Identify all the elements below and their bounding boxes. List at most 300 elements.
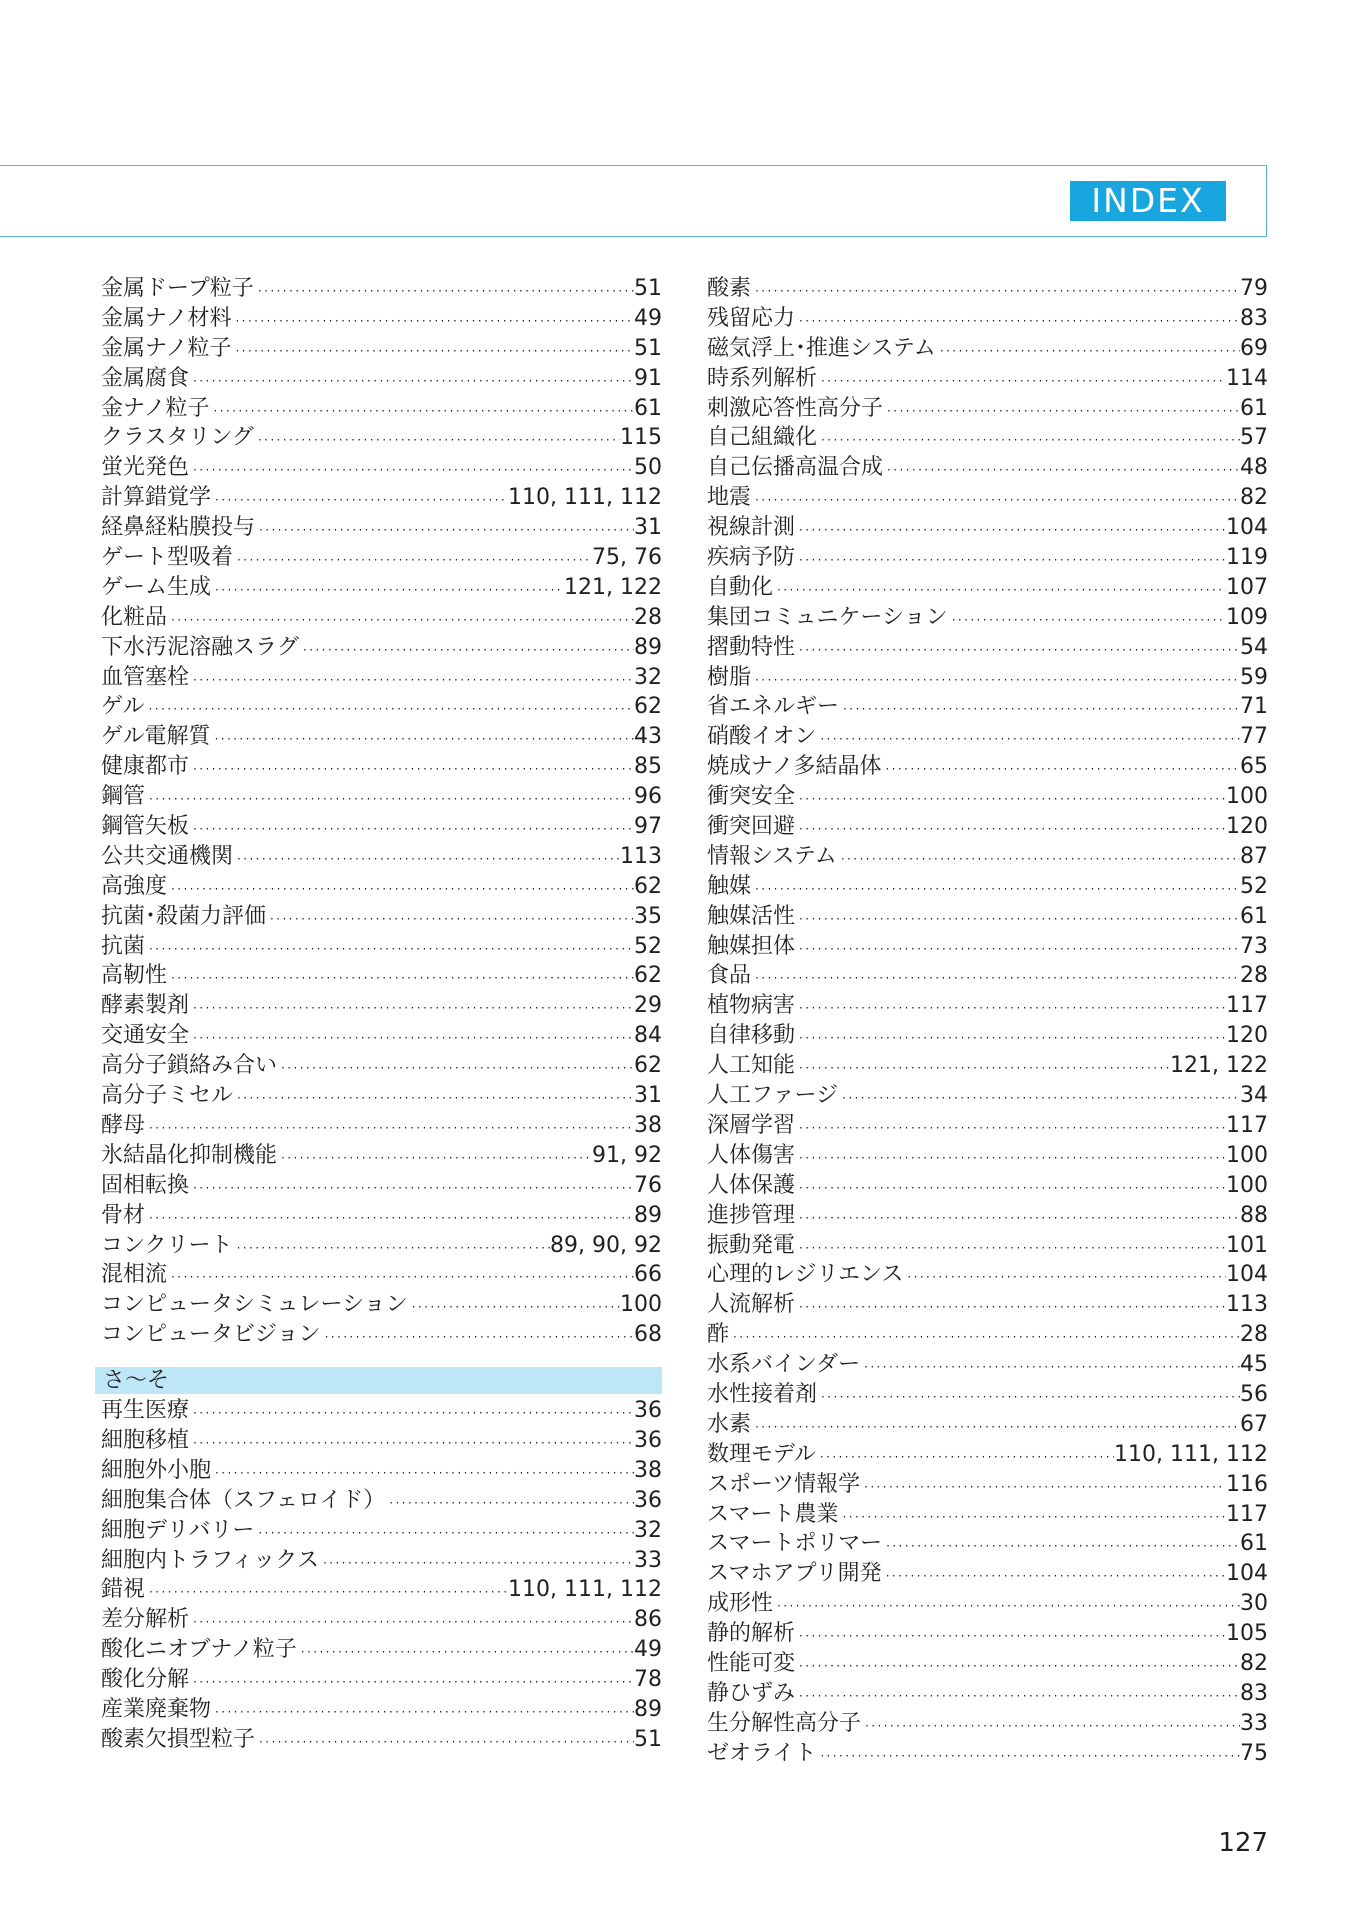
index-list-right <box>707 274 1268 1769</box>
index-term: 酵素製剤 <box>101 993 190 1019</box>
index-entry <box>101 513 662 543</box>
dot-leader <box>254 277 634 307</box>
dot-leader <box>167 964 634 994</box>
index-term: 情報システム <box>707 843 837 869</box>
index-page-ref: 91 <box>634 365 662 391</box>
index-term: 公共交通機関 <box>101 843 234 869</box>
index-page-ref: 43 <box>634 724 662 750</box>
index-entry <box>707 423 1268 453</box>
dot-leader <box>231 307 634 337</box>
index-entry <box>707 1081 1268 1111</box>
index-page-ref: 83 <box>1240 305 1268 331</box>
index-term: 進捗管理 <box>707 1202 796 1228</box>
index-page-ref: 49 <box>634 1637 662 1663</box>
index-term: 再生医療 <box>101 1398 190 1424</box>
index-term: 触媒活性 <box>707 903 796 929</box>
index-entry <box>101 692 662 722</box>
index-page-ref: 89 <box>634 1202 662 1228</box>
dot-leader <box>231 337 634 367</box>
dot-leader <box>903 1263 1226 1293</box>
index-page-ref: 38 <box>634 1457 662 1483</box>
index-entry <box>707 1589 1268 1619</box>
index-page-ref: 35 <box>634 903 662 929</box>
index-term: 残留応力 <box>707 305 796 331</box>
index-page-ref: 100 <box>620 1292 662 1318</box>
index-page-ref: 100 <box>1226 1172 1268 1198</box>
index-page-ref: 114 <box>1226 365 1268 391</box>
index-term: 水素 <box>707 1411 752 1437</box>
index-entry <box>707 1679 1268 1709</box>
index-entry <box>707 1141 1268 1171</box>
index-term: 抗菌･殺菌力評価 <box>101 903 267 929</box>
index-term: 自己伝播高温合成 <box>707 455 884 481</box>
index-page-ref: 28 <box>634 604 662 630</box>
index-entry <box>707 1320 1268 1350</box>
dot-leader <box>385 1489 634 1519</box>
index-page-ref: 87 <box>1240 843 1268 869</box>
index-entry <box>707 573 1268 603</box>
dot-leader <box>773 1592 1240 1622</box>
index-term: 酸化分解 <box>101 1667 190 1693</box>
index-page-ref: 73 <box>1240 933 1268 959</box>
index-entry <box>707 633 1268 663</box>
index-entry <box>707 932 1268 962</box>
index-entry <box>101 1456 662 1486</box>
dot-leader <box>254 426 620 456</box>
dot-leader <box>408 1293 620 1323</box>
dot-leader <box>233 1084 634 1114</box>
dot-leader <box>189 1399 634 1429</box>
index-entry <box>101 1111 662 1141</box>
dot-leader <box>189 456 634 486</box>
index-term: 生分解性高分子 <box>707 1710 862 1736</box>
index-term: 細胞集合体（スフェロイド） <box>101 1487 386 1513</box>
dot-leader <box>839 1503 1226 1533</box>
index-term: コンクリート <box>101 1232 233 1258</box>
index-entry <box>101 1575 662 1605</box>
index-term: 食品 <box>707 963 752 989</box>
index-list-left-a <box>101 274 662 1350</box>
index-entry <box>101 1141 662 1171</box>
dot-leader <box>189 666 634 696</box>
dot-leader <box>189 1608 634 1638</box>
index-term: 混相流 <box>101 1262 168 1288</box>
index-entry <box>101 1260 662 1290</box>
dot-leader <box>751 1413 1240 1443</box>
dot-leader <box>861 1712 1240 1742</box>
index-term: 振動発電 <box>707 1232 796 1258</box>
dot-leader <box>882 1532 1240 1562</box>
dot-leader <box>297 1638 634 1668</box>
index-page-ref: 79 <box>1240 276 1268 301</box>
index-entry <box>101 453 662 483</box>
index-entry <box>101 722 662 752</box>
index-page-ref: 52 <box>1240 873 1268 899</box>
dot-leader <box>881 755 1240 785</box>
index-entry <box>101 1021 662 1051</box>
index-entry <box>101 1605 662 1635</box>
index-entry <box>101 782 662 812</box>
index-page-ref: 89 <box>634 634 662 660</box>
index-entry <box>707 1290 1268 1320</box>
dot-leader <box>255 516 634 546</box>
index-entry <box>101 1426 662 1456</box>
index-term: 摺動特性 <box>707 634 796 660</box>
index-page-ref: 121, 122 <box>564 574 662 600</box>
index-term: 細胞移植 <box>101 1427 190 1453</box>
index-page-ref: 120 <box>1226 1023 1268 1049</box>
index-page-ref: 62 <box>634 1053 662 1079</box>
index-page-ref: 117 <box>1226 993 1268 1019</box>
dot-leader <box>211 576 564 606</box>
index-entry <box>101 1396 662 1426</box>
index-term: 計算錯覚学 <box>101 485 212 511</box>
index-entry <box>101 1635 662 1665</box>
index-term: ゲーム生成 <box>101 574 212 600</box>
index-page-ref: 88 <box>1240 1202 1268 1228</box>
dot-leader <box>751 277 1240 307</box>
index-term: 酸素 <box>707 276 752 301</box>
index-page-ref: 56 <box>1240 1381 1268 1407</box>
index-term: 細胞内トラフィックス <box>101 1547 320 1573</box>
index-page-ref: 86 <box>634 1607 662 1633</box>
index-page-ref: 78 <box>634 1667 662 1693</box>
dot-leader <box>145 935 634 965</box>
index-term: 固相転換 <box>101 1172 190 1198</box>
index-term: 抗菌 <box>101 933 146 959</box>
index-term: 高分子ミセル <box>101 1083 234 1109</box>
index-entry <box>707 692 1268 722</box>
index-entry <box>101 902 662 932</box>
section-heading-sa: さ〜そ <box>95 1367 662 1394</box>
index-entry <box>707 902 1268 932</box>
index-term: 酢 <box>707 1322 730 1348</box>
index-entry <box>707 1470 1268 1500</box>
index-entry <box>101 423 662 453</box>
index-page-ref: 89 <box>634 1696 662 1722</box>
index-term: 刺激応答性高分子 <box>707 395 884 421</box>
dot-leader <box>319 1549 634 1579</box>
dot-leader <box>211 1698 634 1728</box>
index-entry <box>707 1350 1268 1380</box>
index-entry <box>707 1500 1268 1530</box>
dot-leader <box>817 426 1240 456</box>
index-entry <box>707 1649 1268 1679</box>
index-entry <box>707 1739 1268 1769</box>
index-page-ref: 96 <box>634 784 662 810</box>
dot-leader <box>167 1263 634 1293</box>
index-column-right <box>707 274 1268 1769</box>
index-page-ref: 100 <box>1226 784 1268 810</box>
index-entry <box>707 1111 1268 1141</box>
dot-leader <box>167 875 634 905</box>
index-entry <box>101 812 662 842</box>
index-page-ref: 33 <box>1240 1710 1268 1736</box>
index-entry <box>707 752 1268 782</box>
index-entry <box>707 782 1268 812</box>
dot-leader <box>795 1024 1226 1054</box>
index-page-ref: 51 <box>634 276 662 301</box>
index-page-ref: 110, 111, 112 <box>508 485 662 511</box>
dot-leader <box>321 1323 634 1353</box>
dot-leader <box>816 725 1240 755</box>
index-page-ref: 50 <box>634 455 662 481</box>
index-page-ref: 69 <box>1240 335 1268 361</box>
dot-leader <box>233 1234 550 1264</box>
index-page-ref: 121, 122 <box>1170 1053 1268 1079</box>
index-list-left-sa <box>101 1396 662 1755</box>
dot-leader <box>167 606 634 636</box>
index-entry <box>101 961 662 991</box>
index-entry <box>707 334 1268 364</box>
index-page-ref: 48 <box>1240 455 1268 481</box>
index-entry <box>707 483 1268 513</box>
index-page-ref: 28 <box>1240 1322 1268 1348</box>
index-page-ref: 75 <box>1240 1740 1268 1766</box>
index-term: 金属ドープ粒子 <box>101 276 254 301</box>
index-entry <box>101 663 662 693</box>
index-term: スマート農業 <box>707 1501 839 1527</box>
index-page-ref: 113 <box>620 843 662 869</box>
index-entry <box>707 1021 1268 1051</box>
index-entry <box>707 1709 1268 1739</box>
index-page-ref: 117 <box>1226 1501 1268 1527</box>
index-page-ref: 31 <box>634 1083 662 1109</box>
index-entry <box>707 1559 1268 1589</box>
index-term: コンピュータシミュレーション <box>101 1292 408 1318</box>
index-page-ref: 57 <box>1240 425 1268 451</box>
index-term: 産業廃棄物 <box>101 1696 212 1722</box>
index-entry <box>707 872 1268 902</box>
index-entry <box>707 603 1268 633</box>
dot-leader <box>795 636 1240 666</box>
index-entry <box>101 394 662 424</box>
index-entry <box>101 1665 662 1695</box>
dot-leader <box>795 1293 1226 1323</box>
dot-leader <box>751 666 1240 696</box>
dot-leader <box>795 1622 1226 1652</box>
index-page-ref: 62 <box>634 873 662 899</box>
dot-leader <box>209 397 634 427</box>
index-entry <box>707 513 1268 543</box>
index-page-ref: 109 <box>1226 604 1268 630</box>
index-entry <box>101 872 662 902</box>
dot-leader <box>266 905 634 935</box>
dot-leader <box>145 785 634 815</box>
index-entry <box>707 364 1268 394</box>
index-term: 静ひずみ <box>707 1680 796 1706</box>
dot-leader <box>795 935 1240 965</box>
dot-leader <box>817 367 1226 397</box>
index-entry <box>707 394 1268 424</box>
index-entry <box>101 752 662 782</box>
index-entry <box>101 1486 662 1516</box>
index-page-ref: 97 <box>634 814 662 840</box>
index-term: 酵母 <box>101 1112 146 1138</box>
index-term: 水系バインダー <box>707 1352 861 1378</box>
index-term: 鋼管 <box>101 784 146 810</box>
index-term: 地震 <box>707 485 752 511</box>
dot-leader <box>795 1174 1226 1204</box>
index-term: 氷結晶化抑制機能 <box>101 1142 278 1168</box>
index-term: 成形性 <box>707 1591 774 1617</box>
index-page-ref: 61 <box>1240 1531 1268 1557</box>
index-term: 衝突安全 <box>707 784 796 810</box>
index-entry <box>707 1260 1268 1290</box>
dot-leader <box>233 546 592 576</box>
index-term: 時系列解析 <box>707 365 818 391</box>
dot-leader <box>883 456 1240 486</box>
dot-leader <box>795 785 1226 815</box>
dot-leader <box>145 1578 508 1608</box>
index-page-ref: 36 <box>634 1398 662 1424</box>
dot-leader <box>254 1519 634 1549</box>
index-entry <box>707 1051 1268 1081</box>
index-page-ref: 75, 76 <box>592 545 662 571</box>
dot-leader <box>277 1144 592 1174</box>
index-page-ref: 83 <box>1240 1680 1268 1706</box>
index-term: 自己組織化 <box>707 425 818 451</box>
index-entry <box>707 1529 1268 1559</box>
dot-leader <box>211 1459 634 1489</box>
index-page-ref: 119 <box>1226 545 1268 571</box>
index-entry <box>101 334 662 364</box>
index-term: 下水汚泥溶融スラグ <box>101 634 300 660</box>
dot-leader <box>211 725 634 755</box>
dot-leader <box>145 1114 634 1144</box>
index-page-ref: 82 <box>1240 485 1268 511</box>
index-page-ref: 77 <box>1240 724 1268 750</box>
index-page-ref: 61 <box>1240 395 1268 421</box>
index-entry <box>101 1695 662 1725</box>
dot-leader <box>211 486 508 516</box>
dot-leader <box>795 1652 1240 1682</box>
index-entry <box>707 663 1268 693</box>
index-title: INDEX <box>1070 181 1226 221</box>
dot-leader <box>145 1204 634 1234</box>
index-entry <box>101 1081 662 1111</box>
index-term: 金属腐食 <box>101 365 190 391</box>
dot-leader <box>795 1054 1170 1084</box>
index-entry <box>101 1725 662 1755</box>
dot-leader <box>883 397 1240 427</box>
index-page-ref: 32 <box>634 1517 662 1543</box>
index-term: コンピュータビジョン <box>101 1322 321 1348</box>
dot-leader <box>751 964 1240 994</box>
index-entry <box>707 274 1268 304</box>
index-term: 錯視 <box>101 1577 146 1603</box>
index-entry <box>101 603 662 633</box>
index-term: 高強度 <box>101 873 168 899</box>
dot-leader <box>773 576 1226 606</box>
index-entry <box>707 812 1268 842</box>
index-page-ref: 71 <box>1240 694 1268 720</box>
index-page-ref: 61 <box>634 395 662 421</box>
dot-leader <box>795 1234 1226 1264</box>
index-entry <box>707 453 1268 483</box>
index-page-ref: 52 <box>634 933 662 959</box>
index-page-ref: 65 <box>1240 754 1268 780</box>
index-term: 鋼管矢板 <box>101 814 190 840</box>
index-term: 交通安全 <box>101 1023 190 1049</box>
index-entry <box>101 1201 662 1231</box>
index-entry <box>101 842 662 872</box>
index-page-ref: 59 <box>1240 664 1268 690</box>
index-entry <box>101 304 662 334</box>
index-term: 深層学習 <box>707 1112 796 1138</box>
index-term: 性能可変 <box>707 1650 796 1676</box>
index-term: 細胞外小胞 <box>101 1457 212 1483</box>
index-term: 人体傷害 <box>707 1142 796 1168</box>
index-entry <box>707 1201 1268 1231</box>
dot-leader <box>838 1084 1240 1114</box>
dot-leader <box>948 606 1226 636</box>
index-term: ゲル電解質 <box>101 724 211 750</box>
index-page-ref: 101 <box>1226 1232 1268 1258</box>
index-term: ゼオライト <box>707 1740 817 1766</box>
index-entry <box>707 1231 1268 1261</box>
index-term: 磁気浮上･推進システム <box>707 335 936 361</box>
index-entry <box>101 991 662 1021</box>
dot-leader <box>189 1668 634 1698</box>
index-entry <box>101 543 662 573</box>
dot-leader <box>751 486 1240 516</box>
dot-leader <box>255 1728 634 1758</box>
index-page-ref: 84 <box>634 1023 662 1049</box>
dot-leader <box>189 367 634 397</box>
dot-leader <box>936 337 1240 367</box>
index-page-ref: 62 <box>634 963 662 989</box>
dot-leader <box>299 636 634 666</box>
dot-leader <box>860 1473 1226 1503</box>
index-term: 視線計測 <box>707 515 796 541</box>
index-term: 人工ファージ <box>707 1083 839 1109</box>
index-term: ゲート型吸着 <box>101 545 234 571</box>
index-page-ref: 66 <box>634 1262 662 1288</box>
dot-leader <box>795 546 1226 576</box>
index-term: 経鼻経粘膜投与 <box>101 515 256 541</box>
dot-leader <box>817 1383 1240 1413</box>
index-page-ref: 36 <box>634 1487 662 1513</box>
index-entry <box>707 961 1268 991</box>
index-entry <box>707 1619 1268 1649</box>
index-term: 化粧品 <box>101 604 168 630</box>
index-page-ref: 76 <box>634 1172 662 1198</box>
index-entry <box>101 633 662 663</box>
index-page-ref: 32 <box>634 664 662 690</box>
index-page-ref: 45 <box>1240 1352 1268 1378</box>
index-page-ref: 104 <box>1226 1561 1268 1587</box>
index-entry <box>101 573 662 603</box>
dot-leader <box>189 755 634 785</box>
index-entry <box>101 1320 662 1350</box>
index-term: 心理的レジリエンス <box>707 1262 904 1288</box>
dot-leader <box>189 1174 634 1204</box>
dot-leader <box>795 1204 1240 1234</box>
dot-leader <box>751 875 1240 905</box>
index-page-ref: 120 <box>1226 814 1268 840</box>
index-term: 人体保護 <box>707 1172 796 1198</box>
index-entry <box>101 1546 662 1576</box>
index-term: 衝突回避 <box>707 814 796 840</box>
index-term: スマートポリマー <box>707 1531 883 1557</box>
index-page-ref: 82 <box>1240 1650 1268 1676</box>
index-term: クラスタリング <box>101 425 254 451</box>
index-page-ref: 107 <box>1226 574 1268 600</box>
index-page-ref: 110, 111, 112 <box>508 1577 662 1603</box>
index-page-ref: 91, 92 <box>592 1142 662 1168</box>
index-entry <box>101 364 662 394</box>
